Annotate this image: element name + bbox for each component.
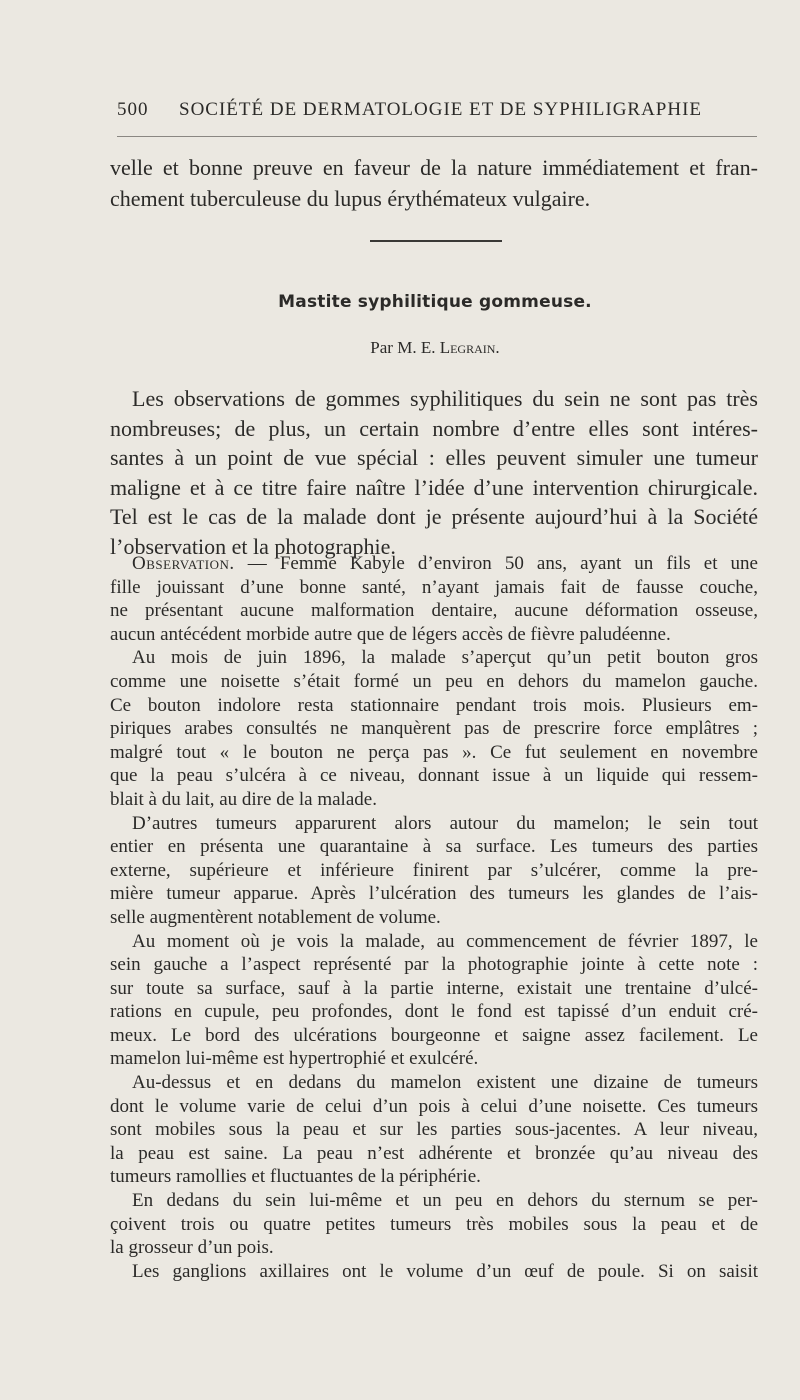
- text-line: velle et bonne preuve en faveur de la nature immédiatement et fran-: [110, 155, 758, 180]
- text-line: mamelon lui-même est hypertrophié et exulcéré.: [110, 1048, 479, 1070]
- page-number: 500: [117, 99, 149, 120]
- text-line: fille jouissant d’une bonne santé, n’ayant jamais fait de fausse couche,: [110, 576, 758, 598]
- text-line: Au moment où je vois la malade, au commencement de février 1897, le: [132, 930, 758, 952]
- text-line: tumeurs ramollies et fluctuantes de la périphérie.: [110, 1166, 481, 1188]
- intro-paragraph: [110, 152, 758, 214]
- text-line: ne présentant aucune malformation dentaire, aucune déformation osseuse,: [110, 600, 758, 622]
- text-line: piriques arabes consultés ne manquèrent pas de prescrire force emplâtres ;: [110, 718, 758, 740]
- text-line: çoivent trois ou quatre petites tumeurs très mobiles sous la peau et de: [110, 1213, 758, 1235]
- text-line: meux. Le bord des ulcérations bourgeonne et saigne assez facilement. Le: [110, 1024, 758, 1046]
- running-title: SOCIÉTÉ DE DERMATOLOGIE ET DE SYPHILIGRAPHIE: [179, 99, 703, 120]
- text-line: Les ganglions axillaires ont le volume d’un œuf de poule. Si on saisit: [132, 1260, 758, 1282]
- running-header: [117, 99, 757, 121]
- text-line: entier en présenta une quarantaine à sa surface. Les tumeurs des parties: [110, 836, 758, 858]
- byline-prefix: Par M. E.: [370, 338, 436, 357]
- text-line: Tel est le cas de la malade dont je présente aujourd’hui à la Société: [110, 504, 758, 529]
- text-line: Les observations de gommes syphilitiques du sein ne sont pas très: [132, 386, 758, 411]
- text-line: selle augmentèrent notablement de volume.: [110, 906, 441, 928]
- text-line: mière tumeur apparue. Après l’ulcération des tumeurs les glandes de l’ais-: [110, 883, 758, 905]
- author-name: Legrain.: [439, 338, 500, 357]
- section-separator: [370, 240, 502, 242]
- text-line: dont le volume varie de celui d’un pois à celui d’une noisette. Ces tumeurs: [110, 1095, 758, 1117]
- text-line: sur toute sa surface, sauf à la partie interne, existait une trentaine d’ulcé-: [110, 977, 758, 999]
- text-line: comme une noisette s’était formé un peu en dehors du mamelon gauche.: [110, 670, 758, 692]
- observation-first-line: [110, 552, 758, 576]
- text-line: externe, supérieure et inférieure finirent par s’ulcérer, comme la pre-: [110, 859, 758, 881]
- text-line: maligne et à ce titre faire naître l’idée d’une intervention chirurgicale.: [110, 474, 758, 500]
- observation-section: [110, 552, 758, 1283]
- text-line: sont mobiles sous la peau et sur les parties sous-jacentes. A leur niveau,: [110, 1119, 758, 1141]
- text-line: la peau est saine. La peau n’est adhérente et bronzée qu’au niveau des: [110, 1142, 758, 1164]
- text-line: nombreuses; de plus, un certain nombre d’entre elles sont intéres-: [110, 415, 758, 441]
- text-line: sein gauche a l’aspect représenté par la photographie jointe à cette note :: [110, 954, 758, 976]
- observation-label: Observation.: [132, 553, 235, 574]
- text-line: malgré tout « le bouton ne perça pas ». Ce fut seulement en novembre: [110, 741, 758, 763]
- text-line: rations en cupule, peu profondes, dont le fond est tapissé d’un enduit cré-: [110, 1001, 758, 1023]
- text-line: D’autres tumeurs apparurent alors autour du mamelon; le sein tout: [132, 812, 758, 834]
- text-line: blait à du lait, au dire de la malade.: [110, 788, 377, 810]
- text-line: aucun antécédent morbide autre que de légers accès de fièvre paludéenne.: [110, 623, 671, 645]
- text-line: Au-dessus et en dedans du mamelon existent une dizaine de tumeurs: [132, 1072, 758, 1094]
- text-line: chement tuberculeuse du lupus érythémateux vulgaire.: [110, 186, 591, 211]
- article-title: Mastite syphilitique gommeuse.: [278, 292, 592, 312]
- text-line: En dedans du sein lui-même et un peu en dehors du sternum se per-: [132, 1190, 758, 1212]
- text-line: Au mois de juin 1896, la malade s’aperçut qu’un petit bouton gros: [132, 647, 758, 669]
- header-rule: [117, 136, 757, 137]
- observation-first-line-text: — Femme Kabyle d’environ 50 ans, ayant un fils et une: [234, 553, 758, 574]
- text-line: Ce bouton indolore resta stationnaire pendant trois mois. Plusieurs em-: [110, 694, 758, 716]
- text-line: la grosseur d’un pois.: [110, 1237, 274, 1259]
- text-line: santes à un point de vue spécial : elles peuvent simuler une tumeur: [110, 445, 758, 470]
- text-line: l’observation et la photographie.: [110, 533, 396, 559]
- article-byline: [0, 338, 800, 358]
- text-line: que la peau s’ulcéra à ce niveau, donnant issue à un liquide qui ressem-: [110, 765, 758, 787]
- intro-text-paragraph: [110, 384, 758, 561]
